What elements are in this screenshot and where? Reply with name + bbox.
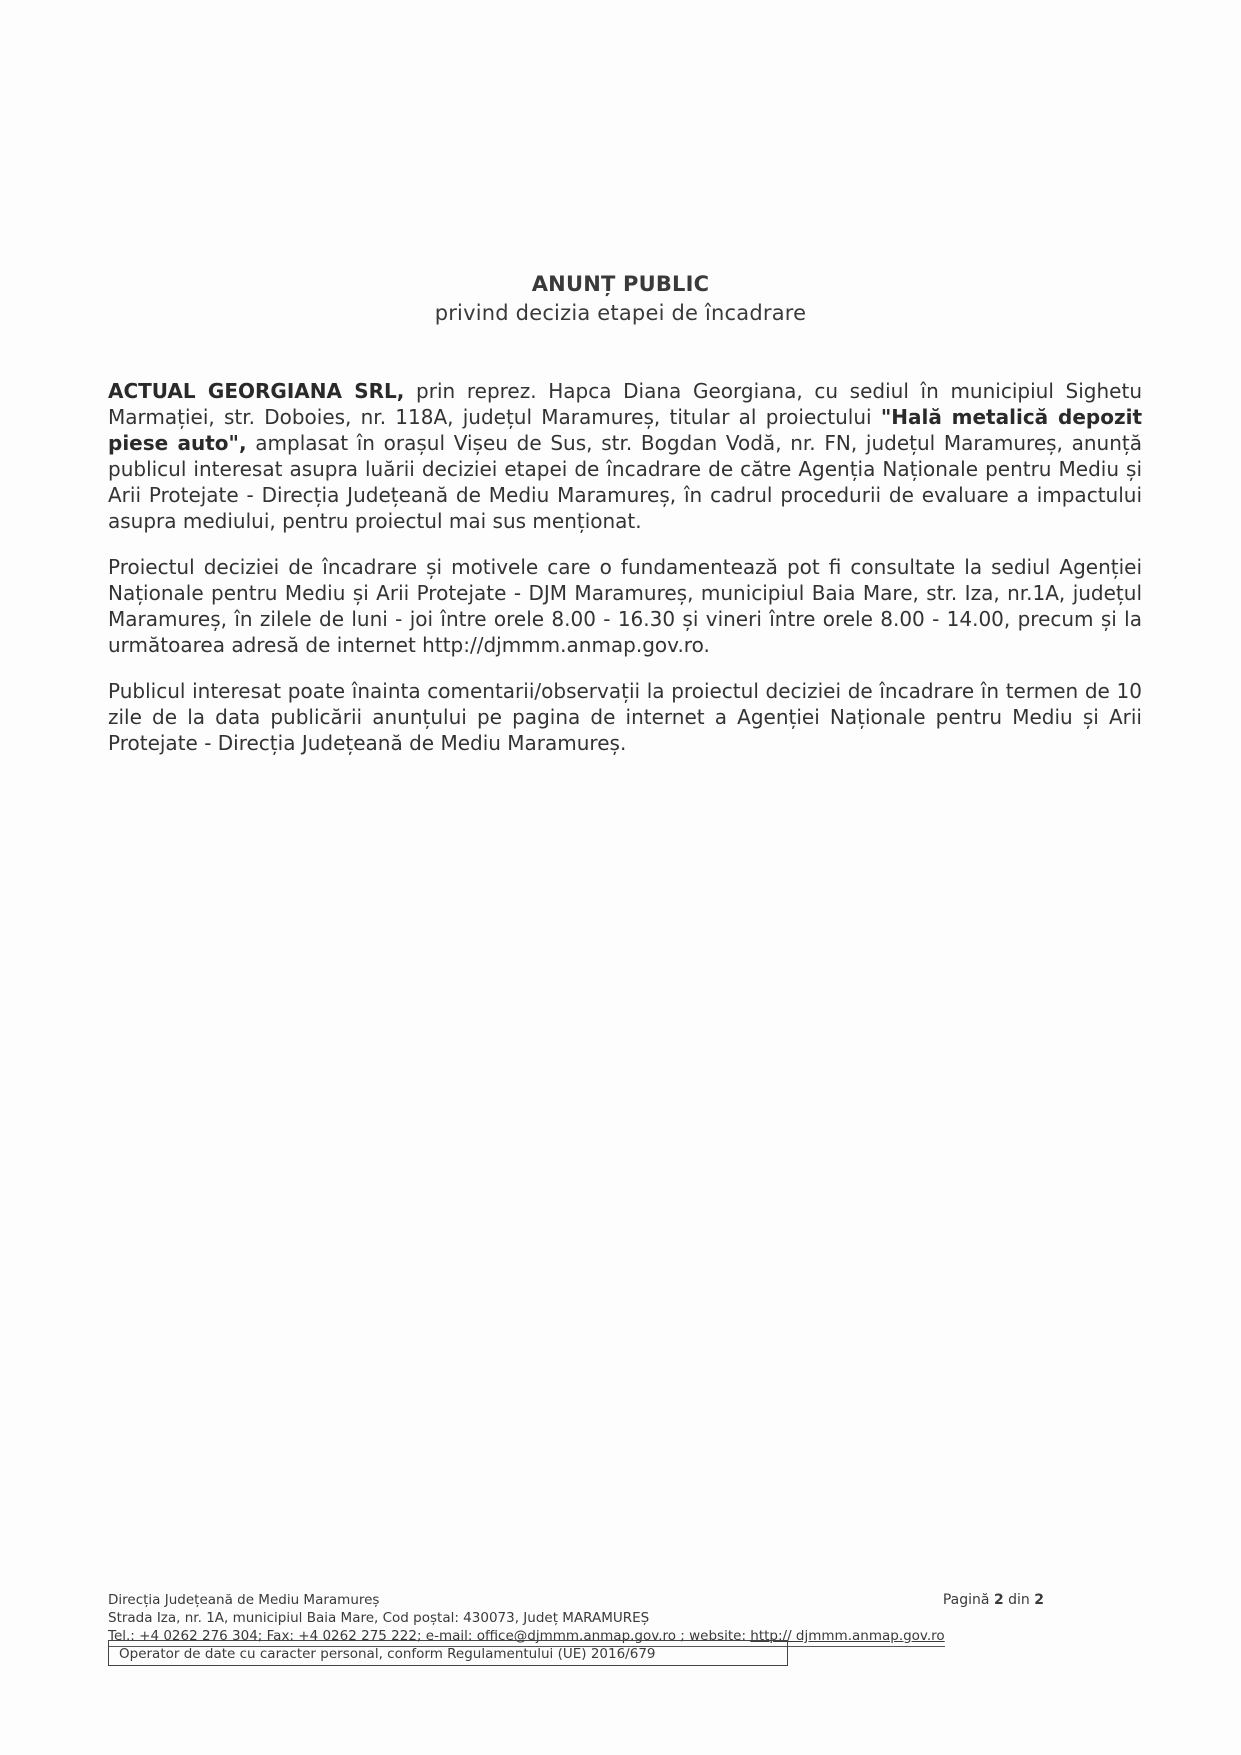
footer-address: Strada Iza, nr. 1A, municipiul Baia Mare, Cod poștal: 430073, Județ MARAMUREȘ [108,1610,650,1626]
paragraph-text-a: prin reprez. Hapca Diana Georgiana, cu sediul în municipiul Sighetu Marmației, str. Doboies, nr. 118A, județul Maramureș, titular al proiectului [108,379,1142,429]
footer-institution: Direcția Județeană de Mediu Maramureș [108,1592,380,1608]
paragraph-comments: Publicul interesat poate înainta comentarii/observații la proiectul deciziei de încadrare în termen de 10 zile de la data publicării anunțului pe pagina de internet a Agenției Naționale pentru Mediu și Arii Protejate - Direcția Județeană de Mediu Maramureș. [108,679,1142,755]
announcement-title: ANUNȚ PUBLIC [531,272,710,296]
page-footer [108,1591,1044,1647]
page-label: Pagină [942,1592,990,1608]
announcement-body [108,378,1142,776]
page-current: 2 [993,1592,1004,1608]
paragraph-text-b: amplasat în orașul Vișeu de Sus, str. Bogdan Vodă, nr. FN, județul Maramureș, anunță publicul interesat asupra luării deciziei etapei de încadrare de către Agenția Naționale pentru Mediu și Arii Protejate - Direcția Județeană de Mediu Maramureș, în cadrul procedurii de evaluare a impactului asupra mediului, pentru proiectul mai sus menționat. [108,431,1142,533]
page-number [943,1591,1044,1609]
gdpr-notice-box: Operator de date cu caracter personal, conform Regulamentului (UE) 2016/679 [108,1640,788,1666]
paragraph-consultation: Proiectul deciziei de încadrare și motivele care o fundamentează pot fi consultate la sediul Agenției Naționale pentru Mediu și Arii Protejate - DJM Maramureș, municipiul Baia Mare, str. Iza, nr.1A, județul Maramureș, în zilele de luni - joi între orele 8.00 - 16.30 și vineri între orele 8.00 - 14.00, precum și la următoarea adresă de internet http://djmmm.anmap.gov.ro. [108,555,1142,657]
footer-website-link[interactable]: http:// djmmm.anmap.gov.ro [750,1628,945,1644]
footer-contact-text: Tel.: +4 0262 276 304; Fax: +4 0262 275 222; e-mail: office@djmmm.anmap.gov.ro ; website: [108,1628,751,1644]
announcement-subtitle: privind decizia etapei de încadrare [434,301,807,325]
footer-institution-row [108,1591,1044,1609]
page-sep: din [1008,1592,1030,1608]
announcement-heading [0,270,1241,328]
paragraph-titular [108,378,1142,534]
page-total: 2 [1034,1592,1044,1608]
project-name: "Hală metalică depozit piese auto", [108,405,1142,455]
company-name: ACTUAL GEORGIANA SRL, [108,379,405,403]
